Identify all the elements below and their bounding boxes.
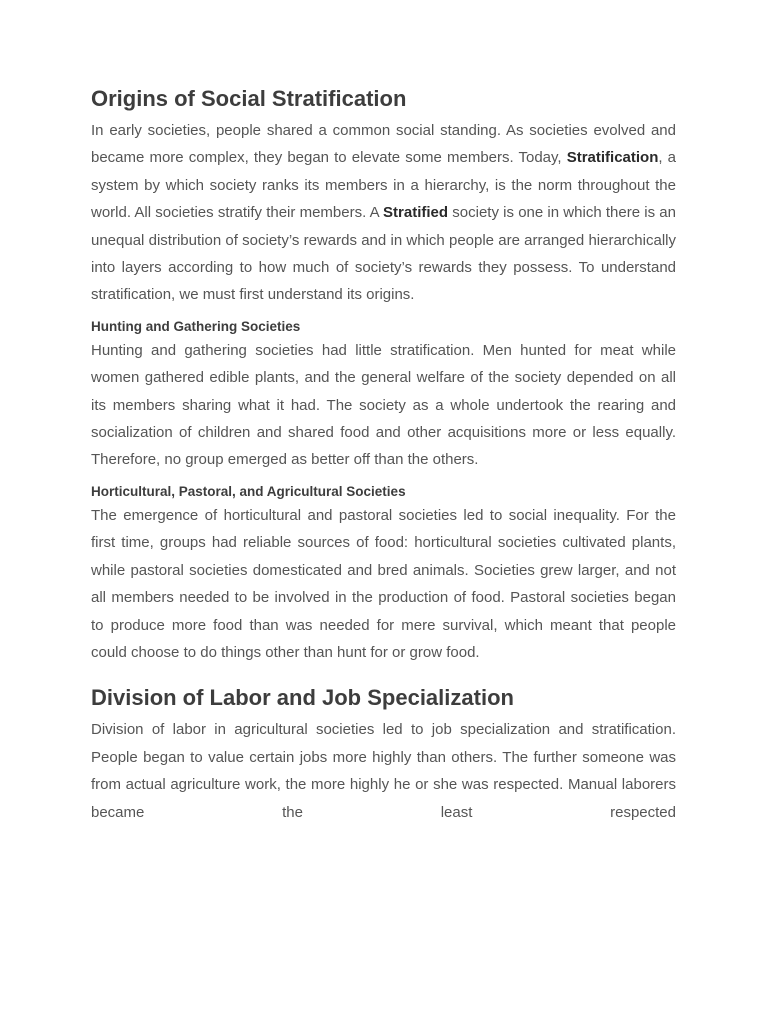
paragraph-origins-text-1: In early societies, people shared a common social standing. As societies evolved and became more complex, they began to elevate some members. Today, bbox=[91, 122, 676, 167]
paragraph-division-of-labor: Division of labor in agricultural societies led to job specialization and stratification. People began to value certain jobs more highly than others. The further someone was from actual agriculture work, the more highly he or she was respected. Manual laborers became the least respected bbox=[91, 721, 676, 821]
document-body bbox=[91, 82, 676, 826]
term-stratification: Stratification bbox=[566, 149, 659, 167]
spacer bbox=[91, 474, 676, 481]
spacer bbox=[91, 309, 676, 316]
paragraph-hunting-and-gathering: Hunting and gathering societies had little stratification. Men hunted for meat while women gathered edible plants, and the general welfare of the society depended on all its members sharing what it had. The society as a whole undertook the rearing and socialization of children and shared food and other acquisitions more or less equally. Therefore, no group emerged as better off than the others. bbox=[91, 341, 676, 469]
heading-division-of-labor: Division of Labor and Job Specialization bbox=[91, 685, 514, 711]
paragraph-horticultural-pastoral-agricultural: The emergence of horticultural and pastoral societies led to social inequality. For the first time, groups had reliable sources of food: horticultural societies cultivated plants, while pastoral societies domesticated and bred animals. Societies grew larger, and not all members needed to be involved in the production of food. Pastoral societies began to produce more food than was needed for mere survival, which meant that people could choose to do things other than hunt for or grow food. bbox=[91, 506, 676, 661]
spacer bbox=[91, 666, 676, 681]
subheading-horticultural-pastoral-agricultural: Horticultural, Pastoral, and Agricultural Societies bbox=[91, 483, 406, 499]
paragraph-origins-text-2: , a system by which society ranks its members in a hierarchy, is the norm throughout the world. All societies stratify their members. A bbox=[91, 149, 676, 222]
heading-origins-of-social-stratification: Origins of Social Stratification bbox=[91, 86, 407, 111]
paragraph-origins bbox=[91, 117, 676, 309]
subheading-hunting-and-gathering: Hunting and Gathering Societies bbox=[91, 318, 301, 334]
term-stratified: Stratified bbox=[383, 204, 449, 222]
paragraph-origins-text-3: society is one in which there is an unequal distribution of society’s rewards and in which people are arranged hierarchically into layers according to how much of society’s rewards they possess. To understand stratification, we must first understand its origins. bbox=[91, 204, 676, 304]
